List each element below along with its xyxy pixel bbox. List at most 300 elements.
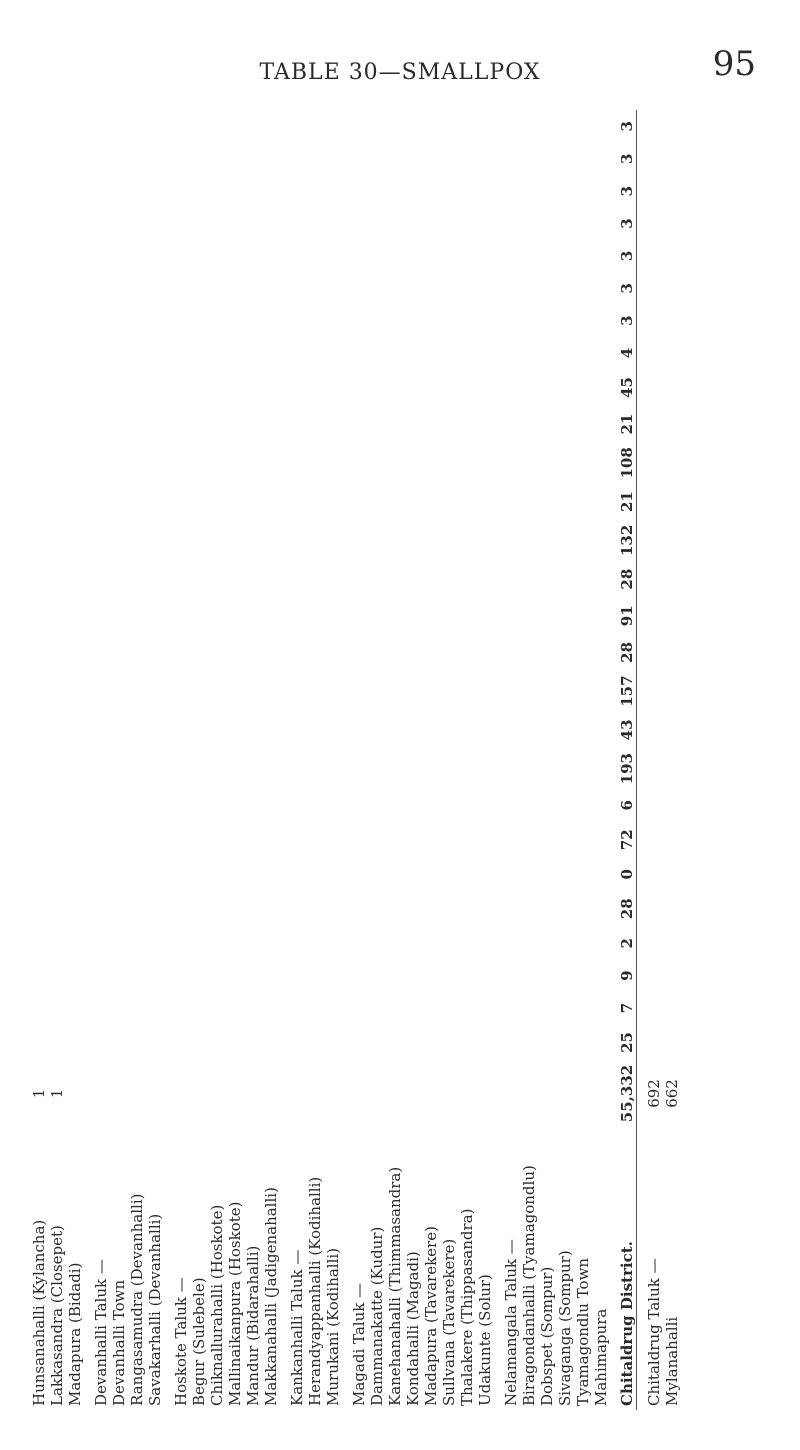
row-value [592, 789, 610, 821]
row-value [262, 337, 280, 369]
row-value [538, 890, 556, 927]
row-value [92, 671, 110, 712]
row-value [476, 561, 494, 598]
row-value [538, 821, 556, 858]
row-value [288, 143, 306, 175]
row-value [440, 442, 458, 483]
row-value [128, 634, 146, 671]
row-value [226, 143, 244, 175]
row-name: Kankanhalli Taluk — [288, 1249, 306, 1406]
row-value [146, 272, 164, 304]
row-value [368, 992, 386, 1024]
row-value [663, 272, 681, 304]
row-name: Begur (Sulebele) [190, 1277, 208, 1406]
row-value [404, 272, 422, 304]
row-value [538, 858, 556, 890]
row-value [110, 483, 128, 520]
row-value [350, 890, 368, 927]
row-value: 3 [618, 218, 636, 229]
row-value [244, 748, 262, 789]
table-row [66, 110, 84, 1410]
row-value [386, 442, 404, 483]
row-value [350, 748, 368, 789]
row-value [226, 1024, 244, 1061]
row-value [324, 1061, 342, 1126]
row-value [538, 406, 556, 443]
row-value [663, 483, 681, 520]
row-value [502, 207, 520, 239]
row-value [244, 483, 262, 520]
row-value [404, 597, 422, 634]
row-value [458, 110, 476, 143]
row-value [92, 143, 110, 175]
row-value [368, 927, 386, 959]
row-value [422, 175, 440, 207]
row-value [663, 927, 681, 959]
row-value [30, 337, 48, 369]
row-value [476, 272, 494, 304]
row-value [556, 634, 574, 671]
row-value [592, 890, 610, 927]
row-value [538, 143, 556, 175]
row-value [458, 369, 476, 406]
row-value [592, 175, 610, 207]
row-value [556, 406, 574, 443]
row-value [306, 789, 324, 821]
row-value [262, 1024, 280, 1061]
row-value [458, 143, 476, 175]
row-value [128, 272, 146, 304]
row-value [172, 369, 190, 406]
row-value [574, 821, 592, 858]
row-value [146, 927, 164, 959]
row-value [128, 858, 146, 890]
row-value [440, 143, 458, 175]
separator-row [164, 110, 172, 1410]
row-value [458, 240, 476, 272]
row-value [288, 671, 306, 712]
row-value [574, 143, 592, 175]
row-value [48, 406, 66, 443]
row-value [190, 712, 208, 749]
row-value [386, 959, 404, 991]
row-value [288, 207, 306, 239]
row-value [30, 789, 48, 821]
table-row [538, 110, 556, 1410]
row-value [244, 597, 262, 634]
row-value [502, 337, 520, 369]
row-value [592, 337, 610, 369]
row-value [440, 821, 458, 858]
row-value [324, 634, 342, 671]
row-value [440, 110, 458, 143]
row-value [208, 143, 226, 175]
row-value [92, 110, 110, 143]
table-row [226, 110, 244, 1410]
row-value [66, 110, 84, 143]
row-value [262, 272, 280, 304]
row-value [48, 483, 66, 520]
row-value [350, 406, 368, 443]
row-value [663, 821, 681, 858]
row-value [556, 1024, 574, 1061]
row-value [128, 240, 146, 272]
row-value [262, 748, 280, 789]
row-name: Makkanahalli (Jadigenahalli) [262, 1187, 280, 1406]
row-value [190, 406, 208, 443]
row-value [386, 406, 404, 443]
row-value [458, 634, 476, 671]
row-value [404, 992, 422, 1024]
row-value [306, 1061, 324, 1126]
row-value [440, 207, 458, 239]
row-value [226, 337, 244, 369]
row-value [288, 240, 306, 272]
row-value [556, 561, 574, 598]
row-value [520, 406, 538, 443]
row-value [645, 207, 663, 239]
row-name: Madapura (Bidadi) [66, 1262, 84, 1406]
row-value [368, 520, 386, 561]
row-value [262, 927, 280, 959]
row-value [146, 821, 164, 858]
row-value [244, 927, 262, 959]
row-value [128, 1024, 146, 1061]
row-value [190, 442, 208, 483]
row-name: Hoskote Taluk — [172, 1277, 190, 1406]
row-name: Devanhalli Taluk — [92, 1259, 110, 1406]
row-value [172, 483, 190, 520]
row-value [226, 1061, 244, 1126]
row-value [502, 634, 520, 671]
row-value [645, 143, 663, 175]
row-value [172, 712, 190, 749]
row-value [306, 927, 324, 959]
row-value [244, 1061, 262, 1126]
row-value [48, 520, 66, 561]
row-value [368, 748, 386, 789]
row-value [645, 858, 663, 890]
row-value [190, 1061, 208, 1126]
row-value [556, 927, 574, 959]
row-value [190, 789, 208, 821]
row-value [110, 959, 128, 991]
row-value [520, 992, 538, 1024]
row-value [288, 304, 306, 336]
row-value [92, 442, 110, 483]
row-value [520, 337, 538, 369]
row-value [190, 272, 208, 304]
row-value [324, 483, 342, 520]
row-value [110, 369, 128, 406]
row-value [502, 890, 520, 927]
row-value [520, 1061, 538, 1126]
row-value [262, 143, 280, 175]
table-row [556, 110, 574, 1410]
row-value [128, 337, 146, 369]
row-value [574, 890, 592, 927]
row-value [306, 442, 324, 483]
row-value [520, 442, 538, 483]
row-value [30, 143, 48, 175]
row-value [502, 858, 520, 890]
row-value [226, 442, 244, 483]
row-value [244, 406, 262, 443]
table-row [190, 110, 208, 1410]
row-value [244, 337, 262, 369]
row-value [645, 597, 663, 634]
row-value [48, 597, 66, 634]
row-value [404, 369, 422, 406]
row-value [66, 272, 84, 304]
row-value [262, 207, 280, 239]
row-value [574, 442, 592, 483]
row-value [592, 406, 610, 443]
separator-cell [280, 110, 288, 1410]
row-value [476, 369, 494, 406]
row-value [66, 1024, 84, 1061]
row-value [172, 789, 190, 821]
row-value [440, 890, 458, 927]
row-value [208, 240, 226, 272]
row-value [288, 858, 306, 890]
row-value [172, 406, 190, 443]
row-value [592, 483, 610, 520]
row-value [404, 1061, 422, 1126]
row-value [556, 712, 574, 749]
row-value [146, 369, 164, 406]
row-value: 108 [618, 447, 636, 479]
row-value [440, 712, 458, 749]
row-value: 4 [618, 347, 636, 359]
row-value [262, 597, 280, 634]
row-value [422, 959, 440, 991]
row-value [128, 110, 146, 143]
row-value [244, 959, 262, 991]
row-value [368, 406, 386, 443]
row-value [350, 597, 368, 634]
row-value [226, 634, 244, 671]
row-name: Mahimapura [592, 1308, 610, 1406]
row-value [663, 890, 681, 927]
row-value [66, 561, 84, 598]
row-value [538, 748, 556, 789]
row-value [306, 143, 324, 175]
row-value [48, 110, 66, 143]
row-value [288, 748, 306, 789]
row-value [502, 789, 520, 821]
page-header [0, 44, 800, 94]
row-value [386, 143, 404, 175]
row-value [645, 748, 663, 789]
row-value [440, 671, 458, 712]
row-value [520, 890, 538, 927]
row-value: 28 [618, 568, 636, 590]
row-value [663, 337, 681, 369]
row-value [404, 442, 422, 483]
row-value [458, 821, 476, 858]
row-value [190, 143, 208, 175]
row-value [476, 671, 494, 712]
row-value [208, 520, 226, 561]
row-value [244, 890, 262, 927]
row-value [368, 304, 386, 336]
row-value [422, 1061, 440, 1126]
row-value [350, 272, 368, 304]
row-value [440, 789, 458, 821]
row-value [172, 821, 190, 858]
row-value [368, 712, 386, 749]
row-value [66, 175, 84, 207]
row-value [538, 561, 556, 598]
row-name: Thalakere (Thippasandra) [458, 1208, 476, 1406]
row-value [520, 597, 538, 634]
row-value [368, 671, 386, 712]
row-value [306, 520, 324, 561]
row-value [422, 369, 440, 406]
row-value [262, 110, 280, 143]
row-value [502, 1061, 520, 1126]
table-row [422, 110, 440, 1410]
row-value [663, 858, 681, 890]
rotated-table-container [30, 110, 770, 1410]
row-value [92, 821, 110, 858]
row-value [458, 337, 476, 369]
row-value [306, 821, 324, 858]
row-value [458, 671, 476, 712]
row-value [306, 561, 324, 598]
row-value [520, 561, 538, 598]
row-value [368, 1024, 386, 1061]
row-value [324, 712, 342, 749]
row-value [172, 561, 190, 598]
separator-row [610, 110, 618, 1410]
row-value [262, 1061, 280, 1126]
row-value: 2 [618, 938, 636, 949]
row-value [110, 442, 128, 483]
row-value [48, 175, 66, 207]
row-value [663, 1024, 681, 1061]
row-name: Madapura (Tavarekere) [422, 1226, 440, 1406]
row-value [110, 748, 128, 789]
row-value [350, 143, 368, 175]
row-value [350, 927, 368, 959]
row-value [422, 561, 440, 598]
row-value [458, 175, 476, 207]
row-value [306, 992, 324, 1024]
row-value [645, 712, 663, 749]
row-value [146, 890, 164, 927]
row-value [190, 520, 208, 561]
row-value [146, 748, 164, 789]
row-value [350, 858, 368, 890]
row-value [386, 240, 404, 272]
row-name: Tyamagondlu Town [574, 1257, 592, 1406]
row-value [440, 1061, 458, 1126]
row-value [146, 561, 164, 598]
row-value [350, 712, 368, 749]
row-value [244, 821, 262, 858]
row-value [368, 240, 386, 272]
row-value [262, 442, 280, 483]
row-value [663, 959, 681, 991]
row-value [244, 304, 262, 336]
row-value [592, 110, 610, 143]
row-value [30, 240, 48, 272]
row-value [645, 520, 663, 561]
row-value [502, 748, 520, 789]
row-value [110, 1024, 128, 1061]
row-value [226, 959, 244, 991]
row-value [440, 369, 458, 406]
row-value [476, 337, 494, 369]
row-value [422, 748, 440, 789]
row-value [458, 858, 476, 890]
row-name: Mylanahalli [663, 1316, 681, 1406]
row-value [92, 597, 110, 634]
row-value [48, 337, 66, 369]
row-value [538, 1061, 556, 1126]
row-value [458, 712, 476, 749]
row-value [663, 789, 681, 821]
row-value [645, 337, 663, 369]
row-value [404, 821, 422, 858]
row-value [368, 369, 386, 406]
row-value [574, 110, 592, 143]
row-value [128, 304, 146, 336]
row-value [422, 110, 440, 143]
row-value [502, 175, 520, 207]
row-value [556, 821, 574, 858]
row-value [190, 959, 208, 991]
row-value [110, 858, 128, 890]
row-value [350, 240, 368, 272]
row-value: 91 [618, 605, 636, 627]
row-value [288, 890, 306, 927]
row-value [645, 821, 663, 858]
row-value [244, 858, 262, 890]
row-name: Mandur (Bidarahalli) [244, 1245, 262, 1406]
row-value [440, 927, 458, 959]
row-value [288, 992, 306, 1024]
row-value: 21 [618, 491, 636, 513]
row-value [440, 858, 458, 890]
row-value [324, 520, 342, 561]
row-value [226, 927, 244, 959]
row-value [592, 272, 610, 304]
row-value [66, 821, 84, 858]
row-value [146, 520, 164, 561]
row-value [110, 789, 128, 821]
row-value [30, 369, 48, 406]
row-name: Kondahalli (Magadi) [404, 1251, 422, 1406]
row-value [520, 959, 538, 991]
row-value [502, 272, 520, 304]
row-value [458, 1061, 476, 1126]
row-value: 662 [663, 1079, 681, 1108]
row-value [538, 110, 556, 143]
row-value [574, 748, 592, 789]
row-value [172, 520, 190, 561]
row-value: 157 [618, 675, 636, 707]
table-row [502, 110, 520, 1410]
row-value [386, 789, 404, 821]
row-value [324, 597, 342, 634]
row-value [48, 442, 66, 483]
row-value [288, 634, 306, 671]
row-value [288, 337, 306, 369]
row-value [538, 520, 556, 561]
